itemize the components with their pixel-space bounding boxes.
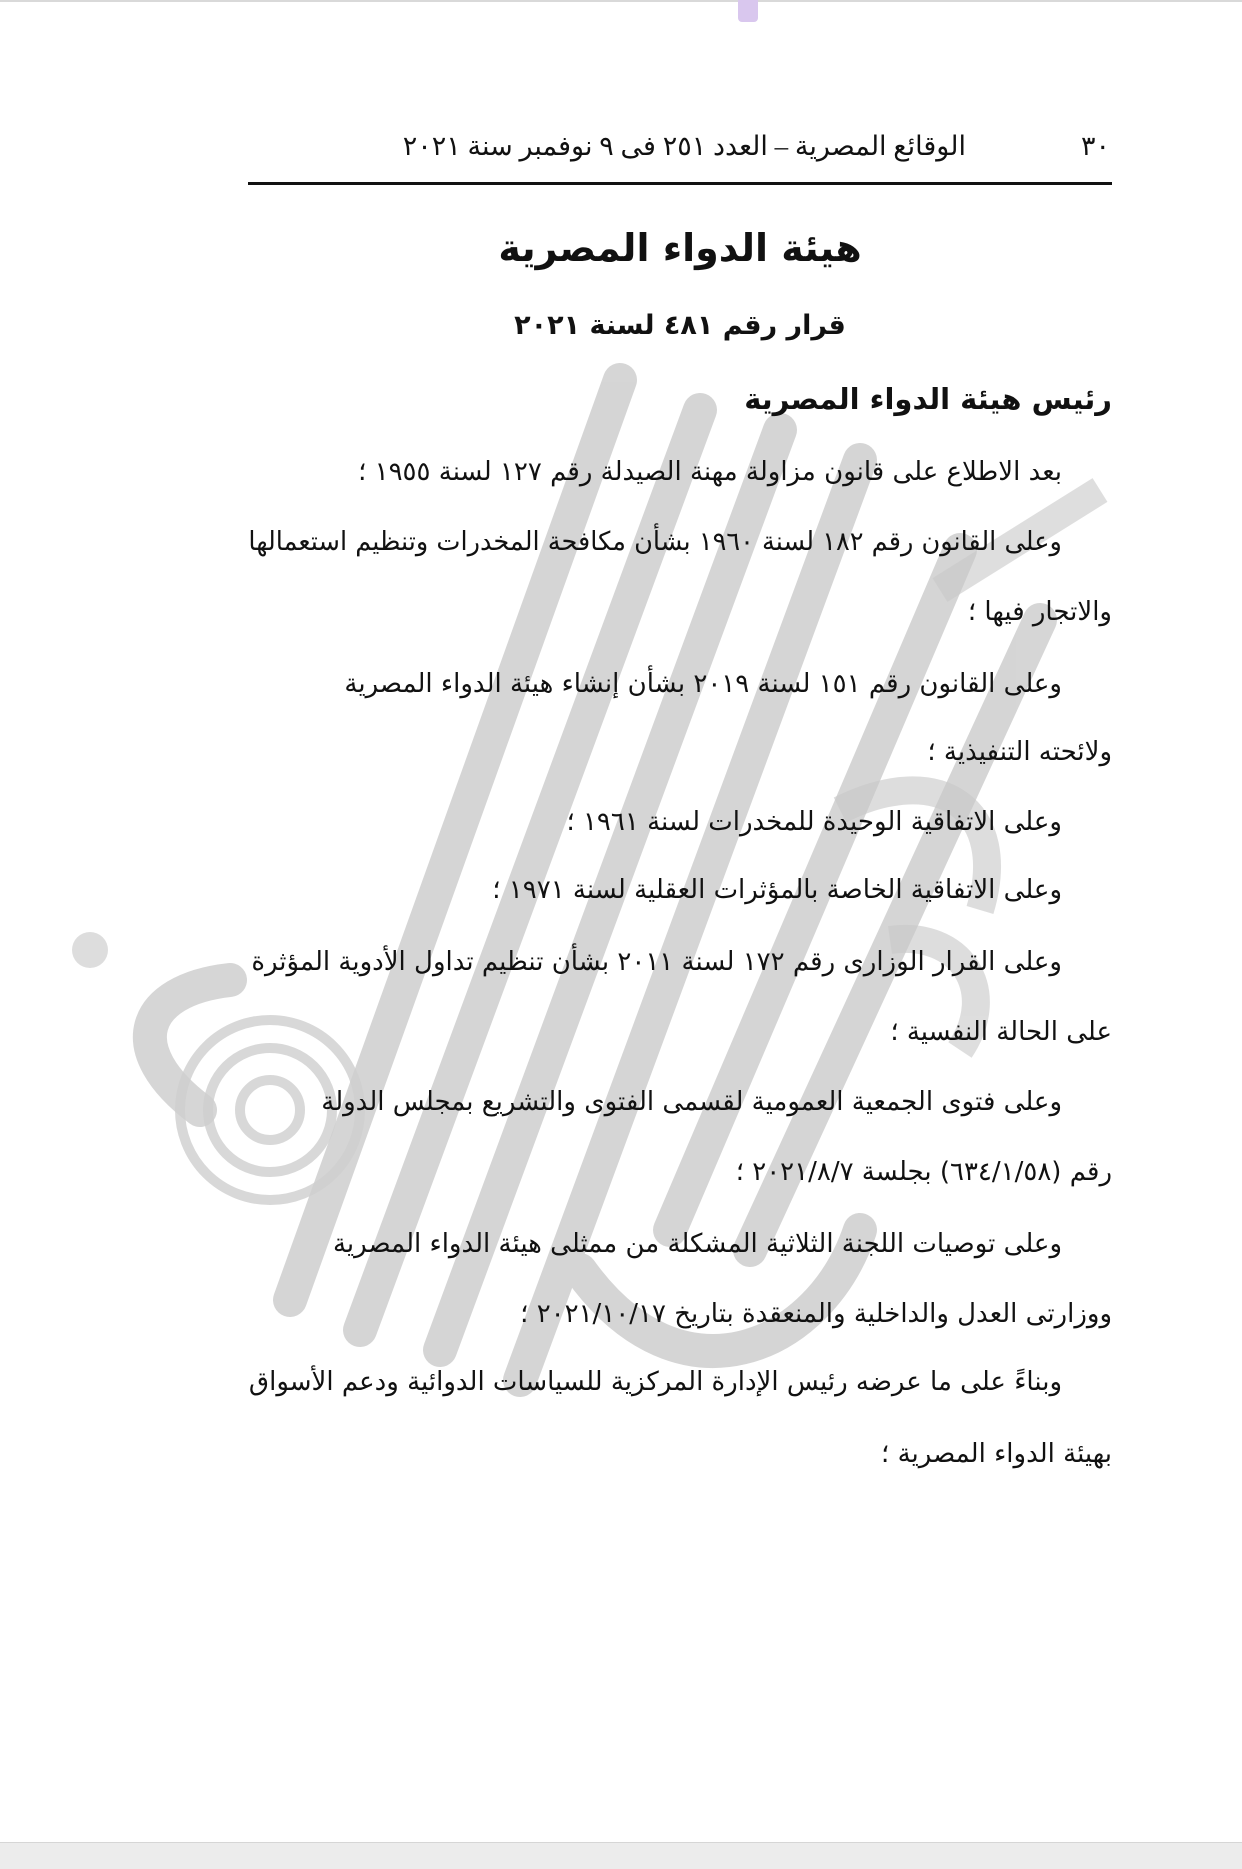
issuer-heading: رئيس هيئة الدواء المصرية xyxy=(744,382,1112,416)
preamble-line: وعلى فتوى الجمعية العمومية لقسمى الفتوى والتشريع بمجلس الدولة xyxy=(321,1087,1062,1117)
preamble-line: على الحالة النفسية ؛ xyxy=(890,1017,1112,1047)
preamble-line: وعلى الاتفاقية الخاصة بالمؤثرات العقلية لسنة ١٩٧١ ؛ xyxy=(492,875,1062,905)
viewer-bottom-bar xyxy=(0,1842,1242,1869)
preamble-line: وعلى القانون رقم ١٥١ لسنة ٢٠١٩ بشأن إنشاء هيئة الدواء المصرية xyxy=(344,669,1062,699)
preamble-line: ولائحته التنفيذية ؛ xyxy=(927,737,1112,767)
gazette-issue-heading: الوقائع المصرية – العدد ٢٥١ فى ٩ نوفمبر سنة ٢٠٢١ xyxy=(402,131,966,161)
preamble-line: بهيئة الدواء المصرية ؛ xyxy=(881,1439,1112,1469)
decision-title: قرار رقم ٤٨١ لسنة ٢٠٢١ xyxy=(514,310,846,341)
preamble-line: ووزارتى العدل والداخلية والمنعقدة بتاريخ ٢٠٢١/١٠/١٧ ؛ xyxy=(520,1299,1112,1329)
preamble-line: رقم (٦٣٤/١/٥٨) بجلسة ٢٠٢١/٨/٧ ؛ xyxy=(735,1157,1112,1187)
header-divider xyxy=(248,182,1112,185)
preamble-line: وعلى القرار الوزارى رقم ١٧٢ لسنة ٢٠١١ بشأن تنظيم تداول الأدوية المؤثرة xyxy=(251,947,1062,977)
preamble-line: وعلى توصيات اللجنة الثلاثية المشكلة من ممثلى هيئة الدواء المصرية xyxy=(332,1229,1062,1259)
page-number: ٣٠ xyxy=(1080,131,1110,161)
preamble-line: وبناءً على ما عرضه رئيس الإدارة المركزية للسياسات الدوائية ودعم الأسواق xyxy=(248,1367,1062,1397)
preamble-line: وعلى الاتفاقية الوحيدة للمخدرات لسنة ١٩٦١ ؛ xyxy=(566,807,1062,837)
page-header xyxy=(248,126,1110,166)
preamble-line: بعد الاطلاع على قانون مزاولة مهنة الصيدلة رقم ١٢٧ لسنة ١٩٥٥ ؛ xyxy=(358,457,1062,487)
preamble-line: وعلى القانون رقم ١٨٢ لسنة ١٩٦٠ بشأن مكافحة المخدرات وتنظيم استعمالها xyxy=(248,527,1062,557)
authority-title: هيئة الدواء المصرية xyxy=(498,226,862,270)
preamble-line: والاتجار فيها ؛ xyxy=(967,597,1112,627)
